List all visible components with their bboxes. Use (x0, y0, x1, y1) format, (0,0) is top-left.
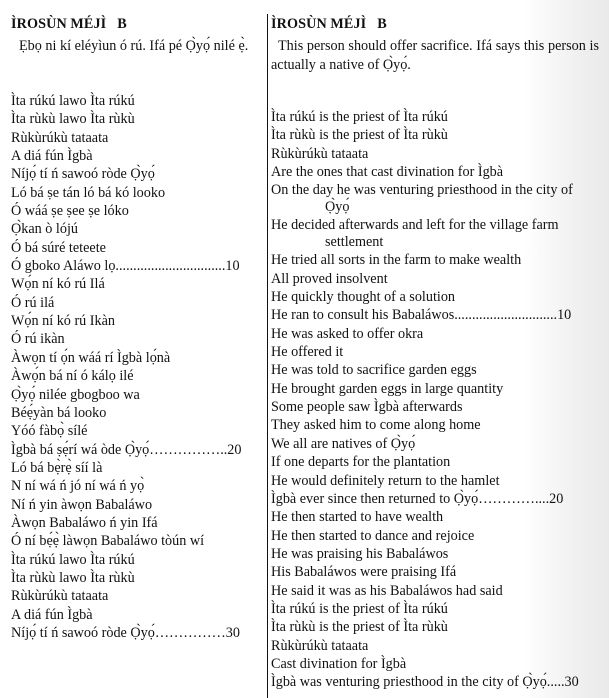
verse-line: We all are natives of Ọ̀yọ́ (271, 435, 416, 452)
verse-line: A diá fún Ìgbà (11, 606, 93, 623)
verse-line: He then started to dance and rejoice (271, 527, 475, 544)
verse-line: Níjọ́ tí ń sawoó ròde Ọ̀yọ́ (11, 166, 155, 183)
english-summary: This person should offer sacrifice. Ifá says this person is actually a native of Ọ̀yọ́. (271, 38, 599, 73)
verse-line: Wọ́n ní kó rú Ilá (11, 276, 105, 293)
verse-line: He was asked to offer okra (271, 325, 424, 342)
verse-line: He offered it (271, 344, 344, 361)
verse-line: He said it was as his Babaláwos had said (271, 582, 503, 599)
verse-line: He would definitely return to the hamlet (271, 472, 500, 489)
verse-line-continuation: Ọ̀yọ́ (325, 198, 350, 215)
verse-line: His Babaláwos were praising Ifá (271, 564, 457, 581)
verse-line: Cast divination for Ìgbà (271, 655, 407, 672)
verse-line: Béẹ́yàn bá looko (11, 404, 107, 421)
verse-line: Some people saw Ìgbà afterwards (271, 399, 463, 416)
verse-line-numbered: Ìgbà bá ṣẹ́rí wá òde Ọ̀yọ́……………..20 (11, 441, 242, 458)
verse-line: Ó bá súré teteete (11, 239, 106, 256)
verse-line: A diá fún Ìgbà (11, 148, 93, 165)
verse-line: Ọ̀kan ò lójú (11, 221, 78, 238)
english-title: ÌROSÙN MÉJÌ B (271, 16, 387, 32)
verse-line: Ìta rùkù is the priest of Ìta rùkù (271, 619, 448, 636)
verse-line: Rùkùrúkù tataata (271, 145, 369, 162)
verse-line: Wọ́n ní kó rú Ikàn (11, 313, 116, 330)
yoruba-summary: Ẹbọ ni kí eléyìun ó rú. Ifá pé Ọ̀yọ́ nilé ẹ̀. (19, 38, 249, 54)
yoruba-title: ÌROSÙN MÉJÌ B (11, 16, 127, 32)
verse-line: Ìta rúkú is the priest of Ìta rúkú (271, 109, 448, 125)
verse-line: Àwọn Babaláwo ń yin Ifá (11, 514, 158, 531)
verse-line-continuation: settlement (325, 233, 384, 250)
verse-line-numbered: Ìgbà was venturing priesthood in the city of Ọ̀yọ́.....30 (271, 674, 579, 691)
verse-line: He was praising his Babaláwos (271, 545, 449, 562)
verse-line: Ó wáá ṣe ṣee ṣe lóko (11, 203, 129, 220)
verse-line: On the day he was venturing priesthood in the city of (271, 182, 573, 199)
verse-line: Rùkùrúkù tataata (11, 129, 109, 146)
verse-line: Rùkùrúkù tataata (271, 637, 369, 654)
verse-line: Ló bá ṣe tán ló bá kó looko (11, 184, 166, 201)
english-verse-list (271, 108, 601, 692)
verse-line: Àwọn tí ọ́n wáá rí Ìgbà lọ́nà (11, 349, 171, 366)
verse-line: Are the ones that cast divination for Ìgbà (271, 164, 504, 181)
verse-line-numbered: Ó gboko Aláwo lọ...............................10 (11, 258, 240, 275)
verse-line: Ìta rúkú is the priest of Ìta rúkú (271, 600, 448, 617)
verse-line: Ìta rúkú lawo Ìta rúkú (11, 93, 135, 109)
verse-line-numbered: He ran to consult his Babaláwos.............................10 (271, 307, 572, 324)
verse-line: Ló bá bẹ̀rẹ̀ síí là (11, 459, 103, 476)
verse-line: Ìta rùkù lawo Ìta rùkù (11, 569, 135, 586)
yoruba-verse-list (11, 92, 242, 642)
verse-line: Ní ń yin àwọn Babaláwo (11, 496, 153, 513)
verse-line: He tried all sorts in the farm to make wealth (271, 252, 522, 269)
verse-line: He quickly thought of a solution (271, 289, 456, 306)
verse-line: Ó rú ikàn (11, 331, 65, 348)
verse-line: They asked him to come along home (271, 417, 481, 434)
verse-line: Ó ní bẹ́ẹ̀ làwọn Babaláwo tòún wí (11, 533, 205, 550)
verse-line: Àwọ́n bá ní ó kálọ ilé (11, 368, 134, 385)
verse-line: Ìta rúkú lawo Ìta rúkú (11, 551, 135, 568)
verse-line: Ìta rùkù lawo Ìta rùkù (11, 111, 135, 128)
verse-line: He then started to have wealth (271, 509, 444, 526)
verse-line: Ìta rùkù is the priest of Ìta rùkù (271, 127, 448, 144)
verse-line-numbered: Níjọ́ tí ń sawoó ròde Ọ̀yọ́……………30 (11, 624, 240, 641)
verse-line: He brought garden eggs in large quantity (271, 380, 504, 397)
verse-line: N ní wá ń jó ní wá ń yọ̀ (11, 478, 145, 495)
verse-line: If one departs for the plantation (271, 454, 451, 471)
verse-line: Ó rú ilá (11, 294, 55, 311)
verse-line: He was told to sacrifice garden eggs (271, 362, 477, 379)
verse-line: Yóó fàbọ̀ sílé (11, 423, 88, 440)
verse-line-numbered: Ìgbà ever since then returned to Ọ̀yọ́…………....20 (271, 490, 564, 507)
english-column (267, 0, 601, 698)
verse-line: Ọ̀yọ́ nilée gbogboo wa (11, 386, 140, 403)
verse-line: All proved insolvent (271, 270, 388, 287)
verse-line: Rùkùrúkù tataata (11, 588, 109, 605)
verse-line: He decided afterwards and left for the village farm (271, 217, 559, 234)
